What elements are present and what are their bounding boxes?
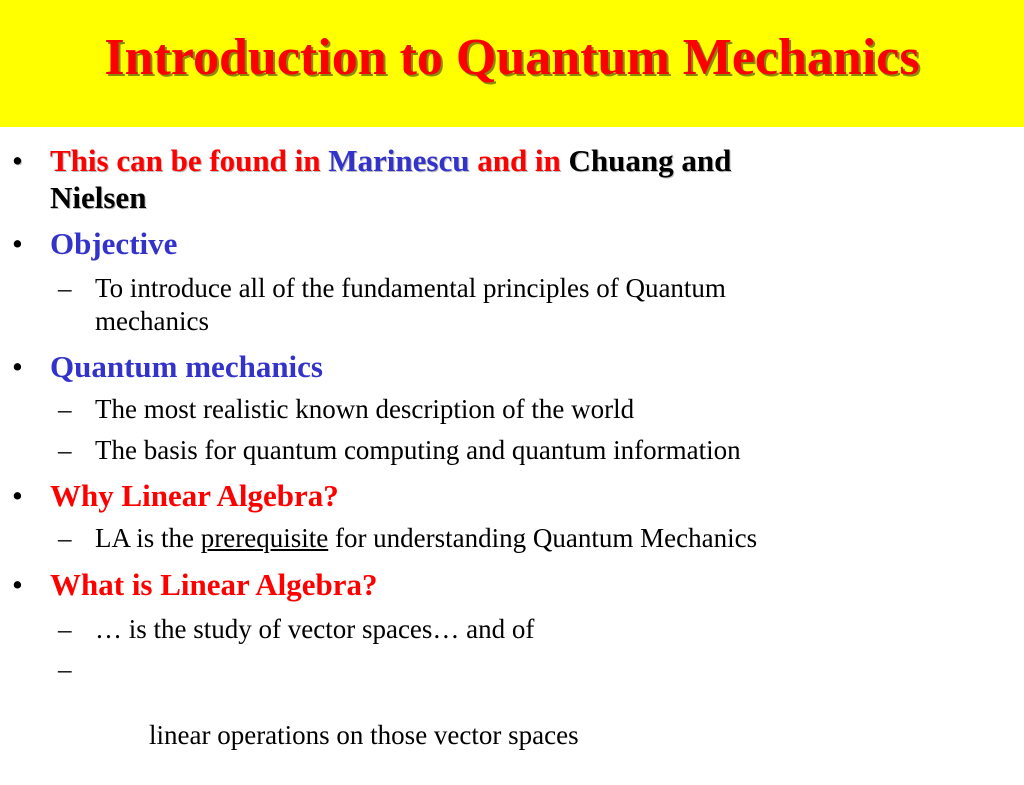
sources-nielsen: Nielsen <box>50 180 147 215</box>
sources-chuang: Chuang and <box>568 143 732 178</box>
bullet-sources <box>12 142 732 179</box>
why-la-pre: LA is the <box>95 523 201 553</box>
what-is-la-text-1: … is the study of vector spaces… and of <box>95 614 535 644</box>
sub-qm-1 <box>58 393 635 426</box>
objective-line-1: To introduce all of the fundamental principles of Quantum <box>95 273 726 303</box>
dash-glyph: – <box>58 273 72 303</box>
bullet-glyph: • <box>12 349 23 384</box>
dash-glyph: – <box>58 435 72 465</box>
why-la-prerequisite: prerequisite <box>200 523 329 553</box>
sub-objective-cont <box>95 305 209 338</box>
what-is-la-label: What is Linear Algebra? <box>50 567 378 602</box>
objective-line-2: mechanics <box>95 306 209 336</box>
bullet-what-is-la <box>12 566 378 603</box>
dash-glyph: – <box>58 523 72 553</box>
bullet-why-la <box>12 477 339 514</box>
dash-glyph: – <box>58 394 72 424</box>
qm-sub-text-2: The basis for quantum computing and quantum information <box>95 435 741 465</box>
quantum-mechanics-label: Quantum mechanics <box>50 349 323 384</box>
bullet-glyph: • <box>12 226 23 261</box>
bullet-quantum-mechanics <box>12 348 323 385</box>
why-la-label: Why Linear Algebra? <box>50 478 339 513</box>
sub-objective <box>58 272 726 305</box>
bullet-glyph: • <box>12 478 23 513</box>
objective-label: Objective <box>50 226 178 261</box>
why-la-post: for understanding Quantum Mechanics <box>328 523 758 553</box>
sub-what-is-la-1 <box>58 613 535 646</box>
sub-what-is-la-2 <box>58 653 579 785</box>
bullet-glyph: • <box>12 143 23 178</box>
sources-marinescu: Marinescu <box>328 143 470 178</box>
sources-text-2: and in <box>469 143 569 178</box>
sub-qm-2 <box>58 434 741 467</box>
dash-glyph: – <box>58 614 72 644</box>
qm-sub-text-1: The most realistic known description of the world <box>95 394 635 424</box>
dash-glyph: – <box>58 654 72 684</box>
sub-why-la <box>58 522 758 555</box>
bullet-glyph: • <box>12 567 23 602</box>
sources-nielsen-line <box>50 179 146 216</box>
sources-text-1: This can be found in <box>50 143 329 178</box>
slide-title: Introduction to Quantum Mechanics <box>104 29 920 86</box>
what-is-la-text-2: linear operations on those vector spaces <box>122 720 579 750</box>
bullet-objective <box>12 225 178 262</box>
